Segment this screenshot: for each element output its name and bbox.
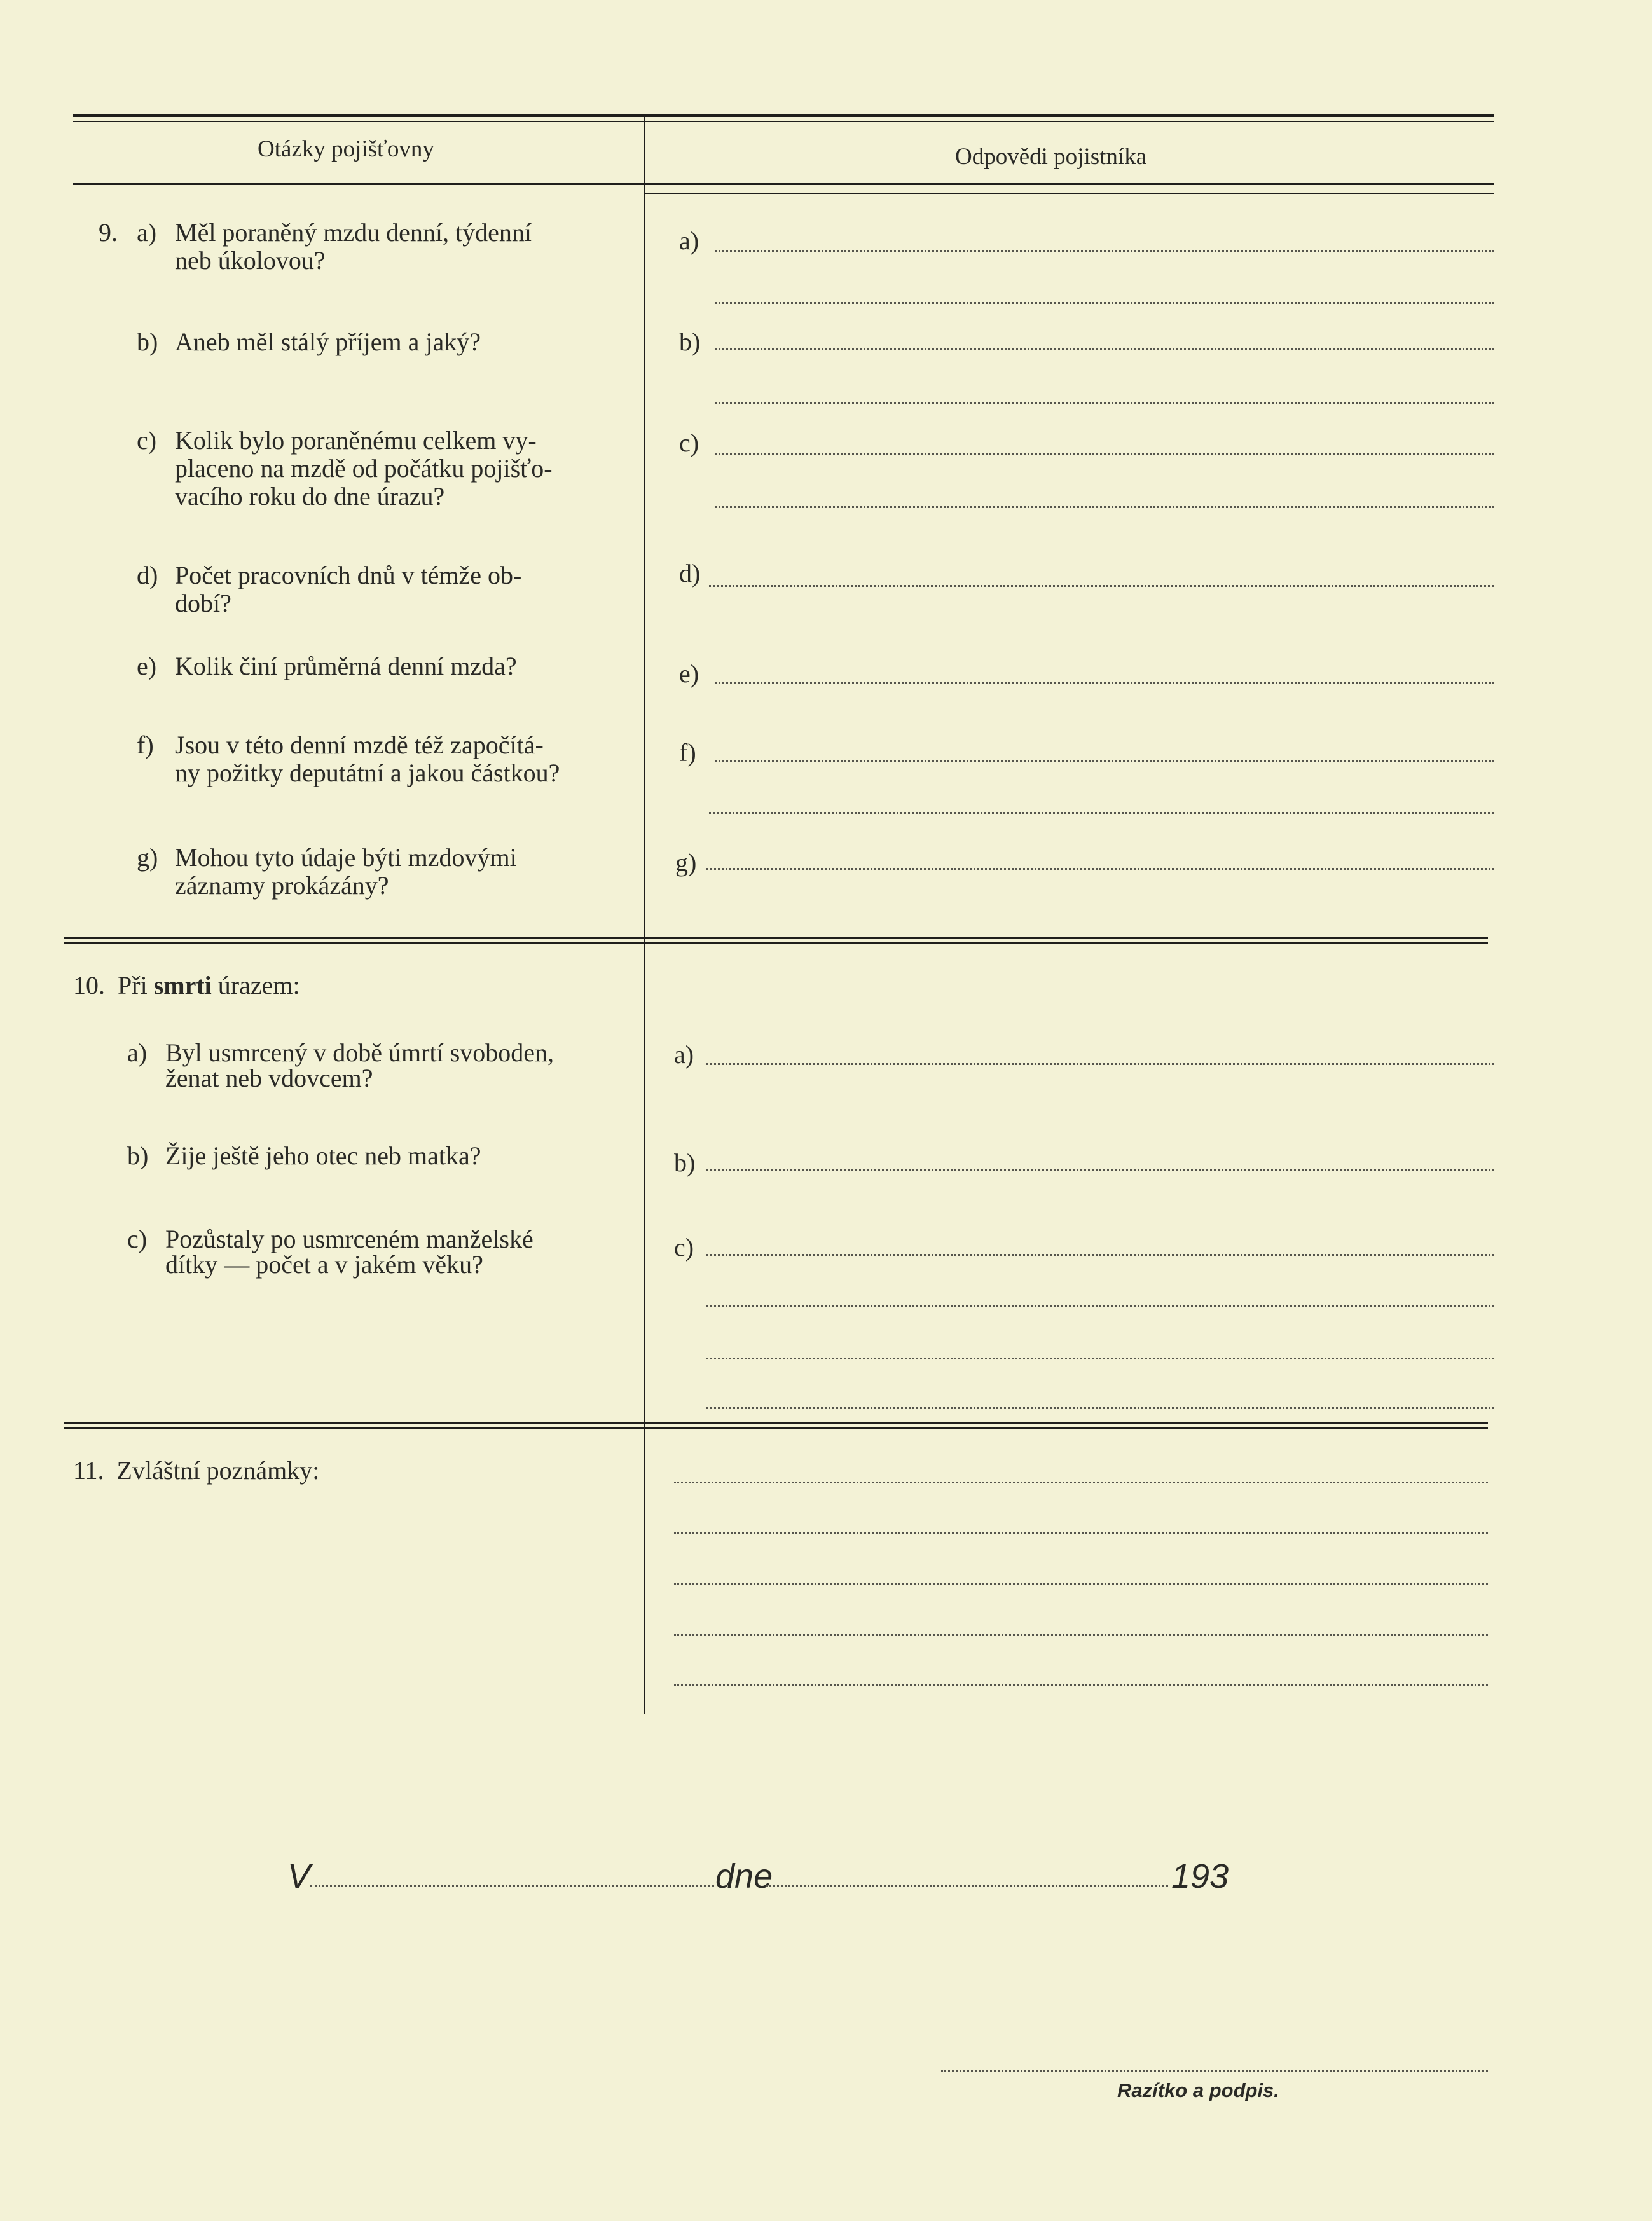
question-text-line: záznamy prokázány? (175, 871, 389, 900)
year-prefix: 193 (1171, 1857, 1229, 1895)
section-11-number: 11. (73, 1456, 104, 1485)
section-10-title-suffix: úrazem: (217, 971, 300, 1000)
question-text-line: placeno na mzdě od počátku pojišťo- (175, 454, 553, 483)
question-text-line: Aneb měl stálý příjem a jaký? (175, 327, 481, 356)
section-10-number: 10. (73, 971, 105, 1000)
answer-9b-line[interactable] (715, 348, 1494, 350)
date-field[interactable] (766, 1885, 1168, 1887)
section-11-label: Zvláštní poznámky: (116, 1456, 320, 1485)
place-field[interactable] (310, 1885, 714, 1887)
question-text-line: Počet pracovních dnů v témže ob- (175, 561, 522, 589)
question-label: d) (137, 561, 158, 589)
question-text-line: ženat neb vdovcem? (165, 1064, 373, 1092)
question-label: b) (137, 327, 158, 356)
answer-9b-line-2[interactable] (715, 402, 1494, 404)
remarks-line-2[interactable] (674, 1532, 1488, 1534)
answer-9c-label: c) (679, 429, 699, 457)
section-10-bottom-rule (64, 1422, 1488, 1424)
question-text-line: Kolik činí průměrná denní mzda? (175, 652, 517, 680)
section-10-title (73, 971, 300, 1000)
section-10-title-bold: smrti (153, 971, 212, 1000)
answer-9e-line[interactable] (715, 682, 1494, 684)
section-10-title-prefix: Při (118, 971, 148, 1000)
section-9-bottom-rule-2 (64, 942, 1488, 944)
question-label: e) (137, 652, 157, 680)
section-11-title (73, 1456, 320, 1485)
question-text-line: Kolik bylo poraněnému celkem vy- (175, 426, 537, 455)
question-text-line: Jsou v této denní mzdě též započítá- (175, 731, 544, 759)
question-text-line: dobí? (175, 589, 231, 617)
question-label: a) (127, 1038, 148, 1067)
question-text-line: Mohou tyto údaje býti mzdovými (175, 843, 517, 872)
answer-10c-line-3[interactable] (706, 1358, 1494, 1359)
question-label: f) (137, 731, 154, 759)
questions-column-header: Otázky pojišťovny (258, 136, 434, 162)
answer-10b-line[interactable] (706, 1169, 1494, 1171)
answer-10b-label: b) (674, 1148, 696, 1177)
remarks-line-4[interactable] (674, 1634, 1488, 1636)
header-bottom-rule (73, 183, 1494, 185)
answer-9g-label: g) (675, 848, 697, 877)
answer-10a-label: a) (674, 1040, 694, 1069)
answer-10c-line-2[interactable] (706, 1305, 1494, 1307)
answers-column-header: Odpovědi pojistníka (955, 144, 1147, 170)
signature-field[interactable] (941, 2070, 1488, 2072)
answer-9f-line[interactable] (715, 760, 1494, 762)
answer-9b-label: b) (679, 327, 701, 356)
answer-9a-line[interactable] (715, 250, 1494, 252)
answer-9a-line-2[interactable] (715, 302, 1494, 304)
question-label: c) (137, 426, 157, 455)
answer-9c-line[interactable] (715, 453, 1494, 455)
answer-9d-label: d) (679, 559, 701, 588)
remarks-line-5[interactable] (674, 1684, 1488, 1686)
question-label: a) (137, 218, 157, 247)
answer-9d-line[interactable] (709, 585, 1494, 587)
question-text-line: Pozůstaly po usmrceném manželské (165, 1225, 533, 1253)
question-text-line: ny požitky deputátní a jakou částkou? (175, 759, 560, 787)
answer-9f-label: f) (679, 738, 696, 767)
remarks-line-3[interactable] (674, 1583, 1488, 1585)
section-9-number: 9. (99, 218, 118, 247)
column-divider (644, 116, 645, 1714)
question-text-line: Byl usmrcený v době úmrtí svoboden, (165, 1038, 554, 1067)
answer-9a-label: a) (679, 226, 699, 255)
stamp-signature-label: Razítko a podpis. (1117, 2079, 1279, 2101)
question-text-line: dítky — počet a v jakém věku? (165, 1250, 483, 1279)
answer-10c-line[interactable] (706, 1254, 1494, 1256)
section-10-bottom-rule-2 (64, 1427, 1488, 1429)
question-text-line: vacího roku do dne úrazu? (175, 482, 445, 511)
top-rule (73, 114, 1494, 117)
answer-9e-label: e) (679, 659, 699, 688)
answer-10a-line[interactable] (706, 1063, 1494, 1065)
header-bottom-rule-right (645, 193, 1494, 194)
question-text-line: neb úkolovou? (175, 246, 326, 275)
remarks-line-1[interactable] (674, 1482, 1488, 1483)
question-label: c) (127, 1225, 148, 1253)
question-text-line: Žije ještě jeho otec neb matka? (165, 1141, 481, 1170)
answer-10c-label: c) (674, 1233, 694, 1262)
date-prefix: dne (715, 1857, 773, 1895)
top-rule-inner (73, 121, 1494, 122)
place-prefix: V (287, 1857, 311, 1895)
answer-9g-line[interactable] (706, 868, 1494, 870)
answer-9f-line-2[interactable] (709, 812, 1494, 814)
section-9-bottom-rule (64, 937, 1488, 939)
question-label: g) (137, 843, 158, 872)
question-text-line: Měl poraněný mzdu denní, týdenní (175, 218, 532, 247)
answer-10c-line-4[interactable] (706, 1407, 1494, 1409)
question-label: b) (127, 1141, 149, 1170)
answer-9c-line-2[interactable] (715, 506, 1494, 508)
